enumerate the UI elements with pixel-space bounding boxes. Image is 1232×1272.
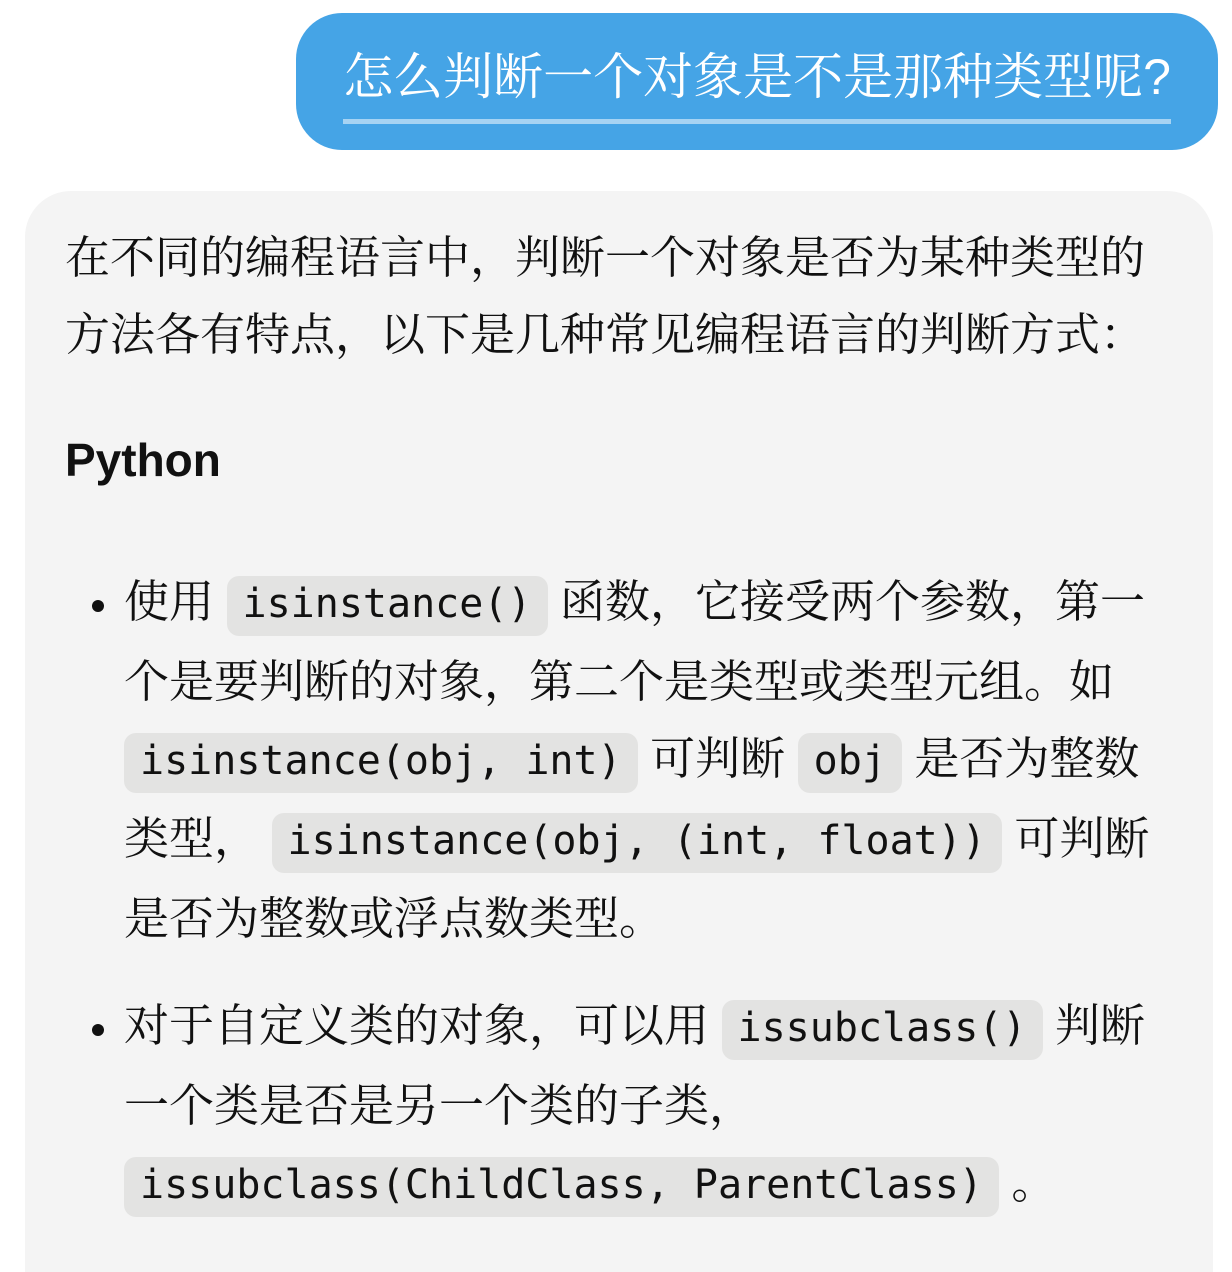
assistant-message-bubble — [25, 191, 1213, 1272]
inline-code: issubclass() — [722, 1000, 1043, 1060]
text-segment: 可判断是否为整数或浮点数类型。 — [124, 812, 1150, 944]
text-segment: 。 — [998, 1156, 1057, 1208]
text-segment: 是否为整数类型， — [124, 732, 1140, 864]
text-segment: 可判断 — [637, 732, 798, 784]
list-item-isinstance — [122, 563, 1171, 957]
list-item-issubclass — [122, 987, 1171, 1224]
inline-code: issubclass(ChildClass, ParentClass) — [124, 1157, 999, 1217]
bullet-list — [65, 563, 1171, 1224]
user-message-row — [0, 0, 1232, 150]
text-segment: 使用 — [124, 575, 227, 627]
inline-code: isinstance() — [227, 576, 548, 636]
text-segment: 判断一个类是否是另一个类的子类， — [124, 999, 1146, 1131]
inline-code: isinstance(obj, int) — [124, 733, 638, 793]
inline-code: isinstance(obj, (int, float)) — [272, 813, 1002, 873]
section-heading-python: Python — [65, 433, 221, 486]
assistant-intro-paragraph: 在不同的编程语言中，判断一个对象是否为某种类型的方法各有特点，以下是几种常见编程语言的判断方式： — [65, 231, 1146, 360]
text-segment: 函数，它接受两个参数，第一个是要判断的对象，第二个是类型或类型元组。如 — [124, 575, 1146, 707]
user-message-bubble[interactable] — [296, 13, 1218, 150]
inline-code: obj — [798, 733, 902, 793]
user-message-text: 怎么判断一个对象是不是那种类型呢? — [343, 49, 1171, 124]
text-segment: 对于自定义类的对象，可以用 — [124, 999, 722, 1051]
